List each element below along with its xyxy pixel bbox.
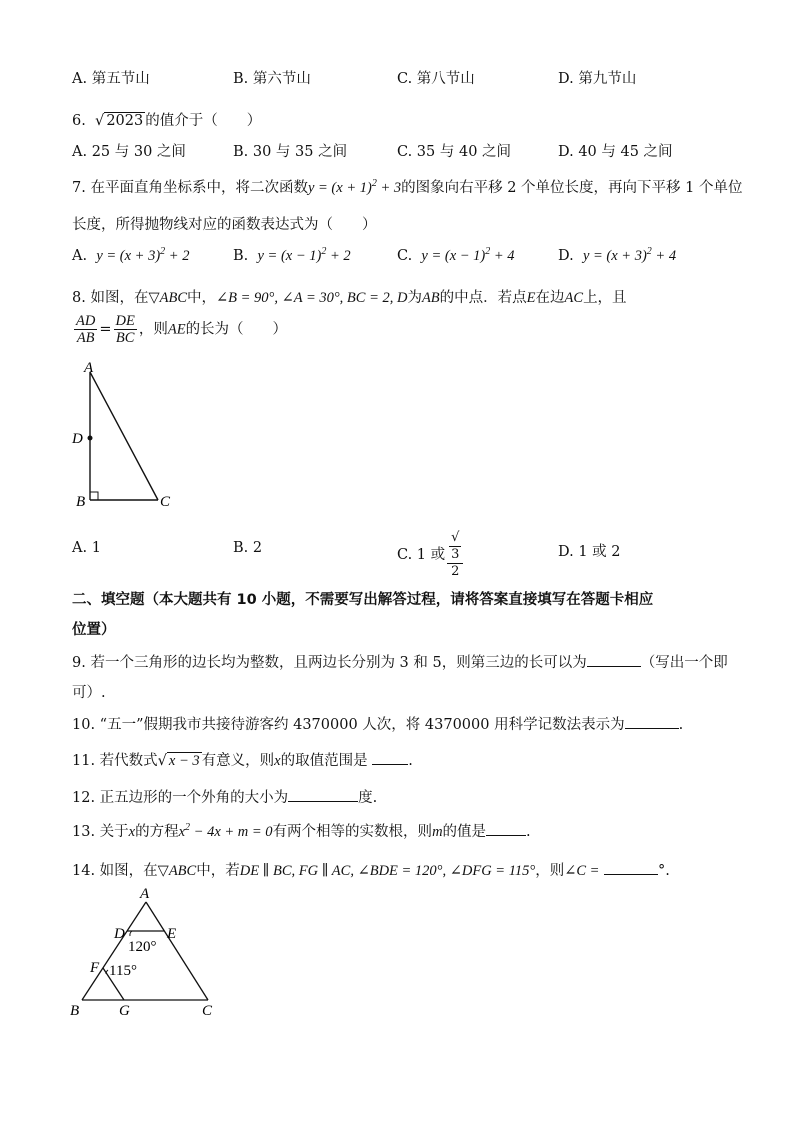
q13-answer-blank[interactable] <box>486 821 526 836</box>
q8-label-c: C <box>160 494 171 510</box>
q14-label-c: C <box>202 1003 213 1019</box>
q11-answer-blank[interactable] <box>372 750 408 765</box>
q14-figure <box>66 888 226 1020</box>
q14-answer-blank[interactable] <box>604 860 658 875</box>
q8-stem-line1: 8. 如图，在▽ABC中，∠B = 90°, ∠A = 30°, BC = 2, D为AB的中点．若点E在边AC上，且 <box>72 290 627 306</box>
section2-title-line2: 位置） <box>72 622 116 638</box>
q5-option-a[interactable]: A. 第五节山 <box>72 71 150 87</box>
q6-option-d[interactable]: D. 40 与 45 之间 <box>558 144 673 160</box>
q14-label-f: F <box>90 960 100 976</box>
q6-stem: 6. √ 2023 的值介于（ ） <box>72 113 262 129</box>
q5-option-c[interactable]: C. 第八节山 <box>397 71 475 87</box>
q14-label-a: A <box>140 888 150 902</box>
q6-option-b[interactable]: B. 30 与 35 之间 <box>233 144 348 160</box>
q8-option-c[interactable]: C. 1 或 √ 3 2 <box>397 530 465 580</box>
q7-option-a[interactable]: A. $y = (x + 3)^2 + 2$ <box>72 246 190 264</box>
q14-label-d: D <box>114 926 125 942</box>
q13-line: 13. 关于x的方程$x^2 - 4x + m = 0$有两个相等的实数根，则m的值是 . <box>72 822 531 840</box>
q14-line: 14. 如图，在▽ABC中，若DE ∥ BC, FG ∥ AC, ∠BDE = 120°, ∠DFG = 115°，则∠C = °. <box>72 859 670 880</box>
q6-radicand: 2023 <box>106 113 144 129</box>
q14-label-g: G <box>119 1003 130 1019</box>
q11-line: 11. 若代数式√ x − 3 有意义，则x的取值范围是 . <box>72 749 413 770</box>
q9-answer-blank[interactable] <box>587 652 641 667</box>
q8-label-b: B <box>76 494 86 510</box>
q14-angle-115: 115° <box>109 963 137 979</box>
q9-line1: 9. 若一个三角形的边长均为整数，且两边长分别为 3 和 5，则第三边的长可以为 （写出一个即 <box>72 651 728 672</box>
q7-option-b[interactable]: B. $y = (x - 1)^2 + 2$ <box>233 246 351 264</box>
q8-side-ac <box>90 372 158 500</box>
q8-option-d[interactable]: D. 1 或 2 <box>558 544 621 560</box>
q12-answer-blank[interactable] <box>288 787 358 802</box>
q14-label-b: B <box>70 1003 80 1019</box>
q7-stem-line1: 7. 在平面直角坐标系中，将二次函数$y = (x + 1)^2 + 3$的图象向右平移 2 个单位长度，再向下平移 1 个单位 <box>72 178 743 196</box>
q10-answer-blank[interactable] <box>625 714 679 729</box>
q7-function: $y = (x + 1)^2 + 3$ <box>307 178 402 196</box>
q8-point-d <box>88 436 93 441</box>
q8-stem-line2: $\frac{AD}{AB}$ = $\frac{DE}{BC}$ ，则AE的长为（ ） <box>76 313 288 346</box>
q8-right-angle-mark <box>90 492 98 500</box>
q8-label-a: A <box>84 360 94 376</box>
q8-label-d: D <box>72 431 83 447</box>
q14-label-e: E <box>167 926 177 942</box>
q8-fraction-de-bc: $\frac{DE}{BC}$ <box>115 313 135 346</box>
q7-option-d[interactable]: D. $y = (x + 3)^2 + 4$ <box>558 246 677 264</box>
q6-option-a[interactable]: A. 25 与 30 之间 <box>72 144 186 160</box>
q8-option-b[interactable]: B. 2 <box>233 540 263 556</box>
q6-option-c[interactable]: C. 35 与 40 之间 <box>397 144 512 160</box>
q8-fraction-ad-ab: $\frac{AD}{AB}$ <box>76 313 96 346</box>
q5-option-b[interactable]: B. 第六节山 <box>233 71 311 87</box>
q12-line: 12. 正五边形的一个外角的大小为 度. <box>72 786 377 807</box>
q8-option-a[interactable]: A. 1 <box>72 540 101 556</box>
q7-option-c[interactable]: C. $y = (x - 1)^2 + 4$ <box>397 246 515 264</box>
q14-angle-120: 120° <box>128 939 157 955</box>
q5-option-d[interactable]: D. 第九节山 <box>558 71 637 87</box>
q14-angle-mark-d <box>130 931 132 936</box>
section2-title-line1: 二、填空题（本大题共有 10 小题，不需要写出解答过程，请将答案直接填写在答题卡相应 <box>72 592 654 608</box>
q7-stem-line2: 长度，所得抛物线对应的函数表达式为（ ） <box>72 217 377 233</box>
q10-line: 10. “五一”假期我市共接待游客约 4370000 人次，将 4370000 用科学记数法表示为 . <box>72 713 683 734</box>
q8-figure <box>66 356 186 516</box>
q9-line2: 可）. <box>72 685 106 701</box>
